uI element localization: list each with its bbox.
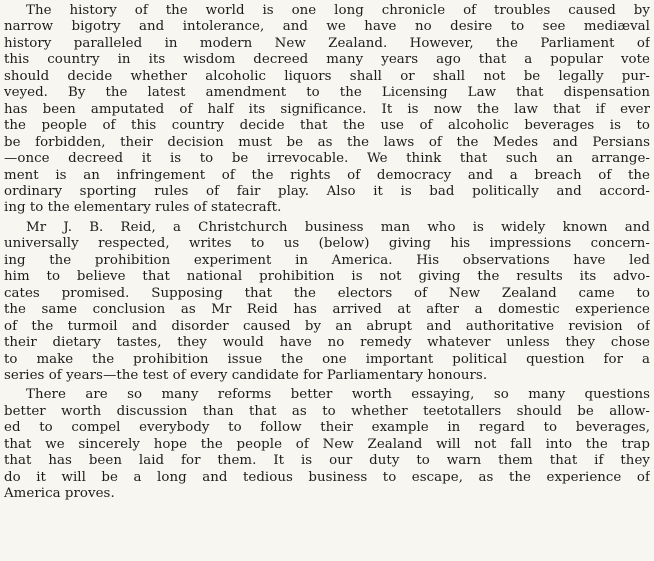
paragraph-1	[4, 3, 650, 217]
text-line: ing to the elementary rules of statecraft.	[4, 200, 282, 216]
text-line: better worth discussion than that as to whether teetotallers should be allow-	[4, 403, 650, 419]
text-line: narrow bigotry and intolerance, and we have no desire to see mediæval	[4, 19, 650, 35]
text-line: to make the prohibition issue the one important political question for a	[4, 351, 650, 367]
text-line: the people of this country decide that the use of alcoholic beverages is to	[4, 118, 650, 134]
text-line: this country in its wisdom decreed many years ago that a popular vote	[4, 52, 650, 68]
text-line: be forbidden, their decision must be as the laws of the Medes and Persians	[4, 134, 650, 150]
editorial-article	[4, 3, 650, 558]
text-line: —once decreed it is to be irrevocable. We think that such an arrange-	[4, 151, 650, 167]
text-line: that we sincerely hope the people of New Zealand will not fall into the trap	[4, 436, 650, 452]
text-line: ed to compel everybody to follow their example in regard to beverages,	[4, 420, 650, 436]
text-line: the same conclusion as Mr Reid has arrived at after a domestic experience	[4, 302, 650, 318]
text-line: should decide whether alcoholic liquors shall or shall not be legally pur-	[4, 68, 650, 84]
text-line: do it will be a long and tedious business to escape, as the experience of	[4, 469, 650, 485]
text-line: ing the prohibition experiment in America. His observations have led	[4, 252, 650, 268]
text-line: that has been laid for them. It is our duty to warn them that if they	[4, 453, 650, 469]
text-line: cates promised. Supposing that the electors of New Zealand came to	[4, 285, 650, 301]
text-line: history paralleled in modern New Zealand. However, the Parliament of	[4, 35, 650, 51]
text-line: him to believe that national prohibition is not giving the results its advo-	[4, 269, 650, 285]
text-line: their dietary tastes, they would have no remedy whatever unless they chose	[4, 335, 650, 351]
paragraph-3	[4, 387, 650, 502]
text-line: The history of the world is one long chronicle of troubles caused by	[26, 3, 650, 18]
text-line: veyed. By the latest amendment to the Licensing Law that dispensation	[4, 85, 650, 101]
text-line: has been amputated of half its significance. It is now the law that if ever	[4, 101, 650, 117]
text-line: ordinary sporting rules of fair play. Also it is bad politically and accord-	[4, 183, 650, 199]
text-line: Mr J. B. Reid, a Christchurch business man who is widely known and	[26, 219, 650, 235]
paragraph-2	[4, 220, 650, 385]
text-line: of the turmoil and disorder caused by an abrupt and authoritative revision of	[4, 318, 650, 334]
text-line: series of years—the test of every candidate for Parliamentary honours.	[4, 367, 488, 383]
text-line: ment is an infringement of the rights of democracy and a breach of the	[4, 167, 650, 183]
text-line: universally respected, writes to us (below) giving his impressions concern-	[4, 236, 650, 252]
text-line: There are so many reforms better worth essaying, so many questions	[26, 387, 650, 403]
text-line: America proves.	[4, 486, 115, 502]
